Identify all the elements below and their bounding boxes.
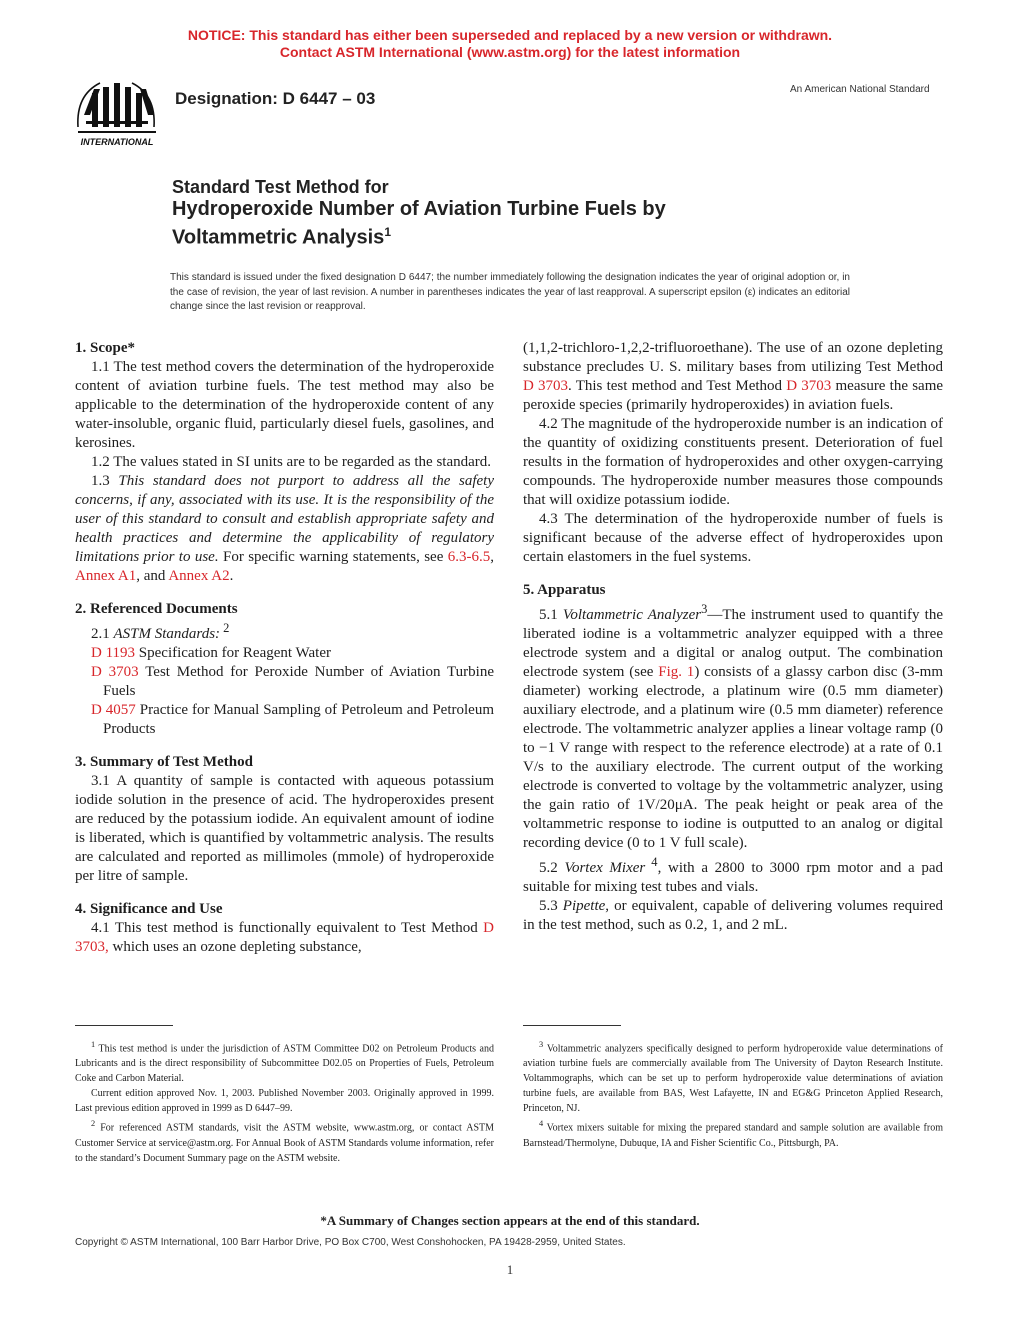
- para-5-2: [523, 853, 943, 897]
- link-d3703[interactable]: D 3703: [786, 378, 832, 394]
- para-5-3-num: 5.3: [539, 898, 563, 914]
- para-4-3: 4.3 The determination of the hydroperoxide number of fuels is significant because of the adverse effect of hydroperoxides upon certain elastomers in the fuel systems.: [523, 511, 943, 565]
- para-4-1-cont-end: measure the same peroxide species (primarily hydroperoxides) in aviation fuels.: [523, 378, 944, 413]
- footnote-3: [523, 1037, 943, 1116]
- footnote-4: [523, 1116, 943, 1150]
- title-footnote-ref: 1: [384, 225, 391, 239]
- logo-text: INTERNATIONAL: [80, 137, 154, 147]
- ref-item: [75, 701, 494, 739]
- link-d3703[interactable]: D 3703: [91, 664, 139, 680]
- para-1-2: 1.2 The values stated in SI units are to be regarded as the standard.: [91, 454, 492, 470]
- refdocs-heading: 2. Referenced Documents: [75, 601, 238, 617]
- para-5-3: [523, 897, 943, 935]
- footnote-3-mark: 3: [539, 1040, 544, 1049]
- sep: ,: [490, 549, 494, 565]
- para-5-1-num: 5.1: [539, 607, 563, 623]
- safety-caveat: This standard does not purport to address all the safety concerns, if any, associated with its use. It is the responsibility of the user of this standard to consult and establish appropriate safety and health practices and determine the applicability of regulatory limitations prior to use.: [75, 473, 494, 565]
- footnote-ref-3: 3: [701, 602, 708, 616]
- footnote-block: [523, 1037, 943, 1151]
- summary-heading: 3. Summary of Test Method: [75, 754, 253, 770]
- ref-item: [75, 663, 494, 701]
- footnote-2-text: For referenced ASTM standards, visit the ASTM website, www.astm.org, or contact ASTM Customer Service at service@astm.org. For Annual Book of ASTM Standards volume information, refer to the standard’s Document Summary page on the ASTM website.: [75, 1122, 495, 1164]
- left-column: [75, 339, 494, 957]
- astm-logo: [70, 75, 162, 153]
- para-1-3-rest: For specific warning statements, see: [218, 549, 448, 565]
- designation: Designation: D 6447 – 03: [175, 89, 376, 108]
- footnote-1-edition: Current edition approved Nov. 1, 2003. Published November 2003. Originally approved in 1999. Last previous edition approved in 1999 as D 6447–99.: [75, 1088, 494, 1115]
- footnote-divider: [523, 1025, 621, 1026]
- link-d4057[interactable]: D 4057: [91, 702, 136, 718]
- para-5-1-a: —The instrument used to quantify the liberated iodine is a voltammetric analyzer equipped with a three electrode system and a digital or analog output. The combination electrode system (see: [523, 607, 943, 680]
- apparatus-heading: 5. Apparatus: [523, 582, 606, 598]
- footnote-ref-2: 2: [220, 621, 230, 635]
- title-line-3-text: Voltammetric Analysis: [172, 226, 385, 249]
- link-d3703[interactable]: D 3703: [523, 378, 569, 394]
- para-2-1: [75, 619, 494, 644]
- issued-note: This standard is issued under the fixed designation D 6447; the number immediately following the designation indicates the year of original adoption or, in the case of revision, the year of last revision. A number in parentheses indicates the year of last reapproval. A superscript epsilon (ε) indicates an editorial change since the last revision or reapproval.: [170, 272, 850, 312]
- para-1-3: [75, 472, 494, 586]
- footnote-1: [75, 1037, 494, 1086]
- withdrawn-notice: [0, 27, 1020, 61]
- copyright: Copyright © ASTM International, 100 Barr Harbor Drive, PO Box C700, West Conshohocken, PA 19428-2959, United States.: [75, 1237, 626, 1248]
- para-4-1-continued: [523, 339, 943, 415]
- vortex-mixer-term: Vortex Mixer: [564, 860, 646, 876]
- title-line-2: Hydroperoxide Number of Aviation Turbine Fuels by: [172, 198, 666, 220]
- para-5-2-num: 5.2: [539, 860, 565, 876]
- pipette-term: Pipette: [562, 898, 606, 914]
- footnotes-left: [75, 1025, 494, 1166]
- ref-item-text: Specification for Reagent Water: [135, 645, 331, 661]
- footnote-ref-4: 4: [645, 855, 658, 869]
- sep: , and: [136, 568, 169, 584]
- footnote-divider: [75, 1025, 173, 1026]
- link-annex-a1[interactable]: Annex A1: [75, 568, 137, 584]
- ref-item-text: Practice for Manual Sampling of Petroleum and Petroleum Products: [103, 702, 494, 737]
- voltammetric-analyzer-term: Voltammetric Analyzer: [562, 607, 702, 623]
- link-d3703[interactable]: D 3703,: [75, 920, 494, 955]
- page-number: 1: [506, 1262, 514, 1277]
- para-2-1-num: 2.1: [91, 626, 114, 642]
- para-1-1: 1.1 The test method covers the determination of the hydroperoxide content of aviation turbine fuels. The test method may also be applicable to the determination of the hydroperoxide content of any water-insoluble, organic fluid, particularly diesel fuels, gasolines, and kerosines.: [75, 359, 494, 451]
- para-4-1: [75, 919, 494, 957]
- para-4-1-end: which uses an ozone depleting substance,: [108, 939, 362, 955]
- footnote-1-mark: 1: [91, 1040, 96, 1049]
- para-4-1-cont-start: (1,1,2-trichloro-1,2,2-trifluoroethane). The use of an ozone depleting substance precludes U. S. military bases from utilizing Test Method: [523, 340, 943, 375]
- summary-of-changes-note: *A Summary of Changes section appears at the end of this standard.: [320, 1213, 700, 1228]
- link-6-3-6-5[interactable]: 6.3-6.5: [447, 549, 491, 565]
- significance-heading: 4. Significance and Use: [75, 901, 223, 917]
- para-5-1-b: ) consists of a glassy carbon disc (3-mm diameter) working electrode, a platinum wire (0.5 mm diameter) auxiliary electrode, and a platinum wire (0.5 mm diameter) reference electrode. The voltammetric analyzer applies a linear voltage ramp (0 to −1 V range with respect to the reference electrode) at a rate of 0.1 V/s to the auxiliary electrode. The current output of the working electrode is converted to voltage by the voltammetric analyzer, using the gain ratio of 1V/20μA. The peak height or peak area of the voltammetric response to iodine is outputted to an analog or digital recording device (0 to 1 V full scale).: [523, 664, 943, 851]
- para-5-3-text: , or equivalent, capable of delivering volumes required in the test method, such as 0.2, 1, and 2 mL.: [523, 898, 943, 933]
- link-fig-1[interactable]: Fig. 1: [658, 664, 695, 680]
- right-column: [523, 339, 943, 935]
- link-annex-a2[interactable]: Annex A2: [168, 568, 230, 584]
- footnote-2-mark: 2: [91, 1119, 96, 1129]
- para-3-1: 3.1 A quantity of sample is contacted with aqueous potassium iodide solution in the presence of acid. The hydroperoxides present are reduced by the potassium iodide. An equivalent amount of iodine is liberated, which is quantified by voltammetric analysis. The results are calculated and reported as millimoles (mmole) of hydroperoxide per litre of sample.: [75, 773, 494, 884]
- footnote-block: [75, 1037, 494, 1166]
- footnote-4-text: Vortex mixers suitable for mixing the prepared standard and sample solution are available from Barnstead/Thermolyne, Dubuque, IA and Fisher Scientific Co., Pittsburgh, PA.: [523, 1122, 943, 1149]
- scope-heading: 1. Scope*: [75, 340, 135, 356]
- astm-logo-icon: [70, 75, 162, 153]
- notice-line-2: Contact ASTM International (www.astm.org) for the latest information: [279, 44, 741, 60]
- title-line-3: [172, 221, 892, 250]
- american-national-standard: An American National Standard: [790, 84, 930, 95]
- footnote-1-text: This test method is under the jurisdiction of ASTM Committee D02 on Petroleum Products and Lubricants and is the direct responsibility of Subcommittee D02.05 on Properties of Fuels, Petroleum Coke and Carbon Material.: [75, 1043, 494, 1085]
- link-d1193[interactable]: D 1193: [91, 645, 136, 661]
- para-5-1: [523, 600, 943, 853]
- title-line-1: Standard Test Method for: [172, 177, 389, 197]
- document-title: [172, 176, 892, 250]
- footnote-4-mark: 4: [539, 1119, 544, 1129]
- ref-item-text: Test Method for Peroxide Number of Aviation Turbine Fuels: [103, 664, 494, 699]
- footnotes-right: [523, 1025, 943, 1151]
- footnote-3-text: Voltammetric analyzers specifically designed to perform hydroperoxide value determinations of aviation turbine fuels are commercially available from The University of Dayton Research Institute. Voltammographs, which can be set up to perform hydroperoxide value determinations of aviation turbine fuels, are available from BAS, West Lafayette, IN and EG&G Princeton Applied Research, Princeton, NJ.: [523, 1043, 943, 1115]
- para-1-3-num: 1.3: [91, 473, 119, 489]
- para-5-2-text: , with a 2800 to 3000 rpm motor and a pad suitable for mixing test tubes and vials.: [523, 860, 944, 895]
- astm-standards-label: ASTM Standards:: [113, 626, 221, 642]
- para-4-1-start: 4.1 This test method is functionally equivalent to Test Method: [91, 920, 484, 936]
- ref-item: [75, 644, 494, 663]
- period: .: [229, 568, 234, 584]
- notice-line-1: NOTICE: This standard has either been superseded and replaced by a new version or withdrawn.: [187, 27, 833, 43]
- para-4-2: 4.2 The magnitude of the hydroperoxide number is an indication of the quantity of oxidizing constituents present. Deterioration of fuel results in the formation of hydroperoxides and other oxygen-carrying compounds. The hydroperoxide number measures those compounds that will oxidize potassium iodide.: [523, 416, 943, 508]
- footnote-2: [75, 1116, 494, 1165]
- para-4-1-cont-mid: . This test method and Test Method: [568, 378, 787, 394]
